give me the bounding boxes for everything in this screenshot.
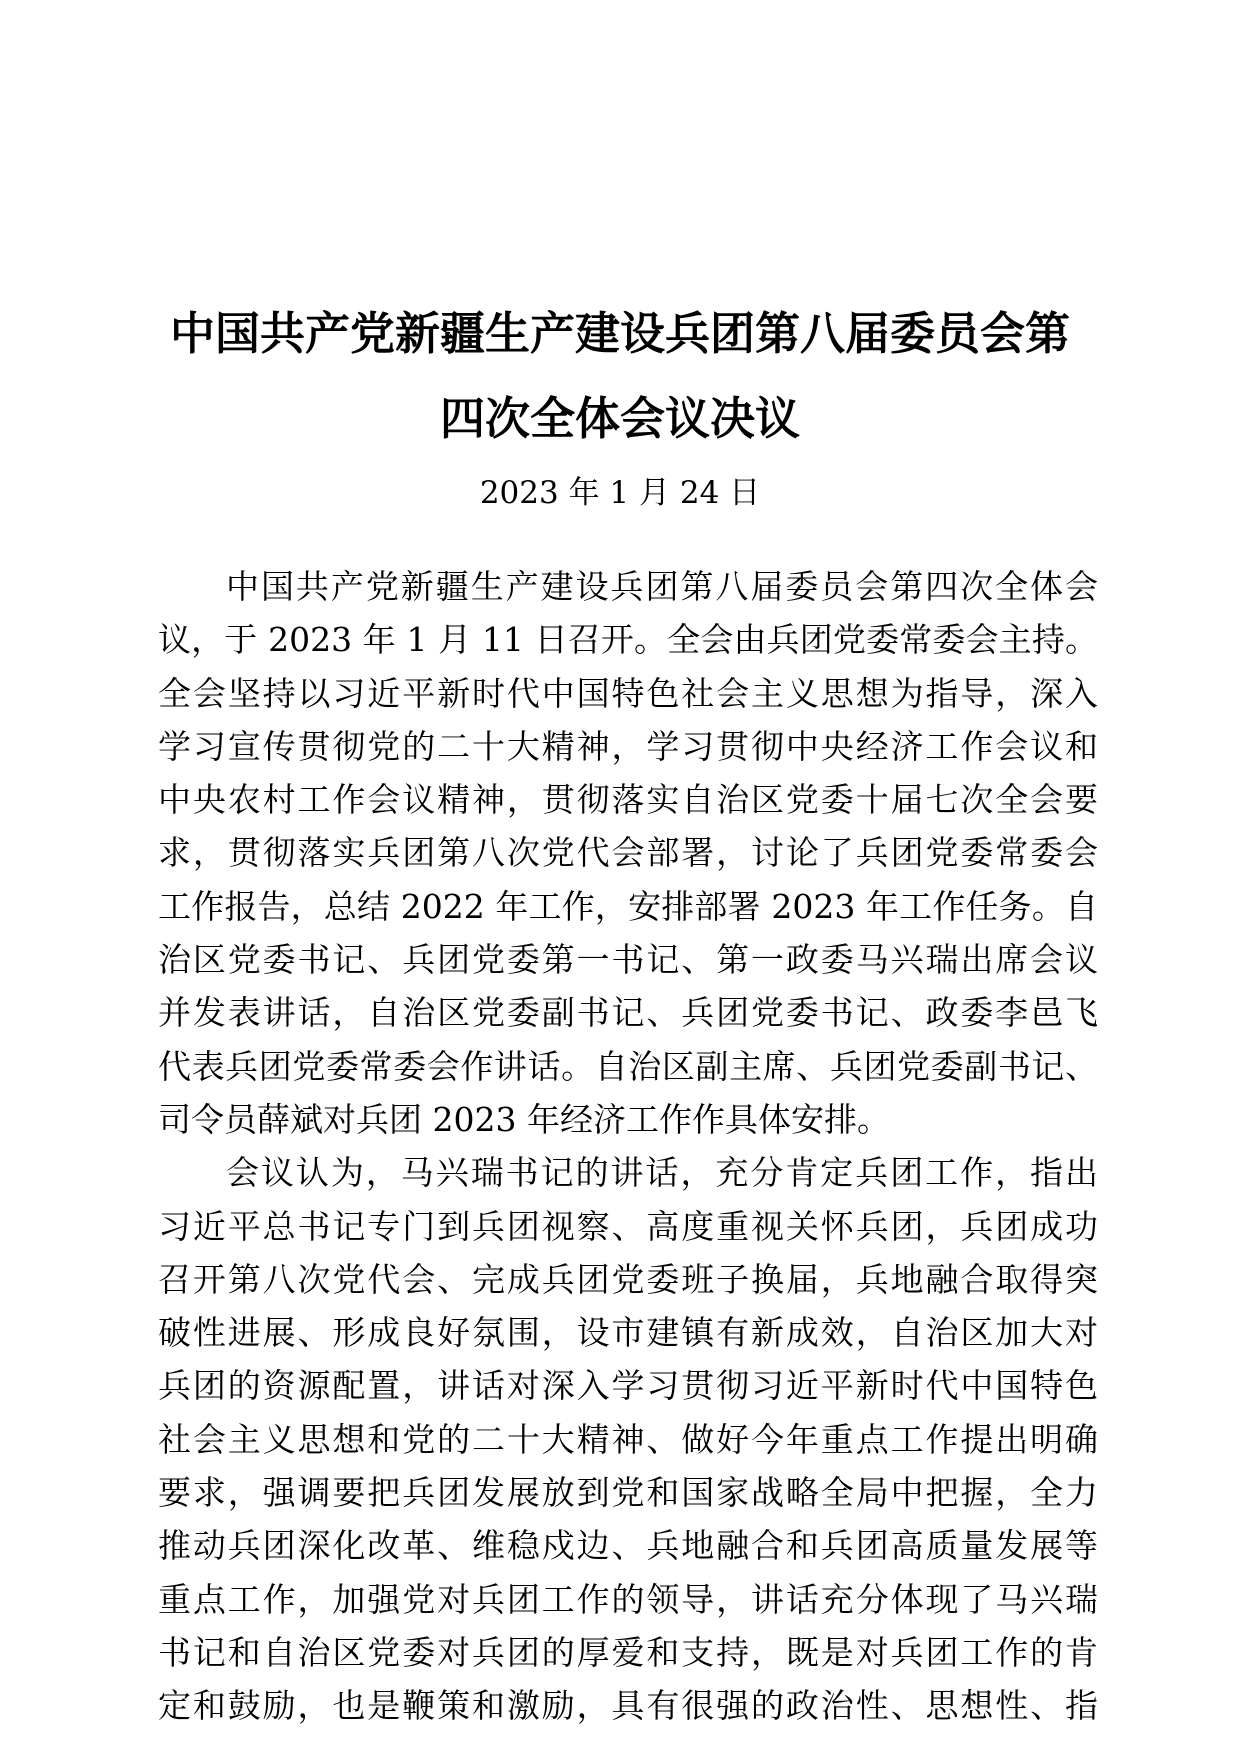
document-date: 2023 年 1 月 24 日 <box>479 475 761 511</box>
paragraph-2-line-2: 习近平总书记专门到兵团视察、高度重视关怀兵团，兵团成功 <box>158 1206 1098 1246</box>
paragraph-2-line-4: 破性进展、形成良好氛围，设市建镇有新成效，自治区加大对 <box>158 1313 1098 1353</box>
document-title-line-1: 中国共产党新疆生产建设兵团第八届委员会第 <box>169 307 1070 360</box>
paragraph-2-line-6: 社会主义思想和党的二十大精神、做好今年重点工作提出明确 <box>158 1419 1098 1459</box>
paragraph-2-line-10: 书记和自治区党委对兵团的厚爱和支持，既是对兵团工作的肯 <box>158 1632 1098 1672</box>
paragraph-1-line-11: 司令员薛斌对兵团 2023 年经济工作作具体安排。 <box>158 1099 890 1139</box>
paragraph-1-line-4: 学习宣传贯彻党的二十大精神，学习贯彻中央经济工作会议和 <box>158 726 1098 766</box>
paragraph-1-line-8: 治区党委书记、兵团党委第一书记、第一政委马兴瑞出席会议 <box>158 940 1098 980</box>
paragraph-2-line-1: 会议认为，马兴瑞书记的讲话，充分肯定兵团工作，指出 <box>226 1153 1098 1193</box>
paragraph-1-line-9: 并发表讲话，自治区党委副书记、兵团党委书记、政委李邑飞 <box>158 993 1098 1033</box>
paragraph-1-line-2: 议，于 2023 年 1 月 11 日召开。全会由兵团党委常委会主持。 <box>158 620 1098 660</box>
paragraph-1-line-6: 求，贯彻落实兵团第八次党代会部署，讨论了兵团党委常委会 <box>158 833 1098 873</box>
paragraph-1-line-1: 中国共产党新疆生产建设兵团第八届委员会第四次全体会 <box>226 567 1098 606</box>
paragraph-1-line-5: 中央农村工作会议精神，贯彻落实自治区党委十届七次全会要 <box>158 780 1098 820</box>
paragraph-2-line-7: 要求，强调要把兵团发展放到党和国家战略全局中把握，全力 <box>158 1473 1098 1513</box>
paragraph-2-line-3: 召开第八次党代会、完成兵团党委班子换届，兵地融合取得突 <box>158 1259 1098 1299</box>
paragraph-2-line-8: 推动兵团深化改革、维稳戍边、兵地融合和兵团高质量发展等 <box>158 1526 1098 1566</box>
paragraph-1-line-10: 代表兵团党委常委会作讲话。自治区副主席、兵团党委副书记、 <box>158 1046 1098 1086</box>
paragraph-2-line-5: 兵团的资源配置，讲话对深入学习贯彻习近平新时代中国特色 <box>158 1366 1098 1406</box>
paragraph-1-line-3: 全会坚持以习近平新时代中国特色社会主义思想为指导，深入 <box>158 673 1098 713</box>
document-title-line-2: 四次全体会议决议 <box>439 392 800 445</box>
paragraph-1-line-7: 工作报告，总结 2022 年工作，安排部署 2023 年工作任务。自 <box>158 886 1098 926</box>
document-body <box>158 560 1098 1733</box>
paragraph-2-line-9: 重点工作，加强党对兵团工作的领导，讲话充分体现了马兴瑞 <box>158 1579 1098 1619</box>
paragraph-2-line-11: 定和鼓励，也是鞭策和激励，具有很强的政治性、思想性、指 <box>158 1686 1098 1726</box>
